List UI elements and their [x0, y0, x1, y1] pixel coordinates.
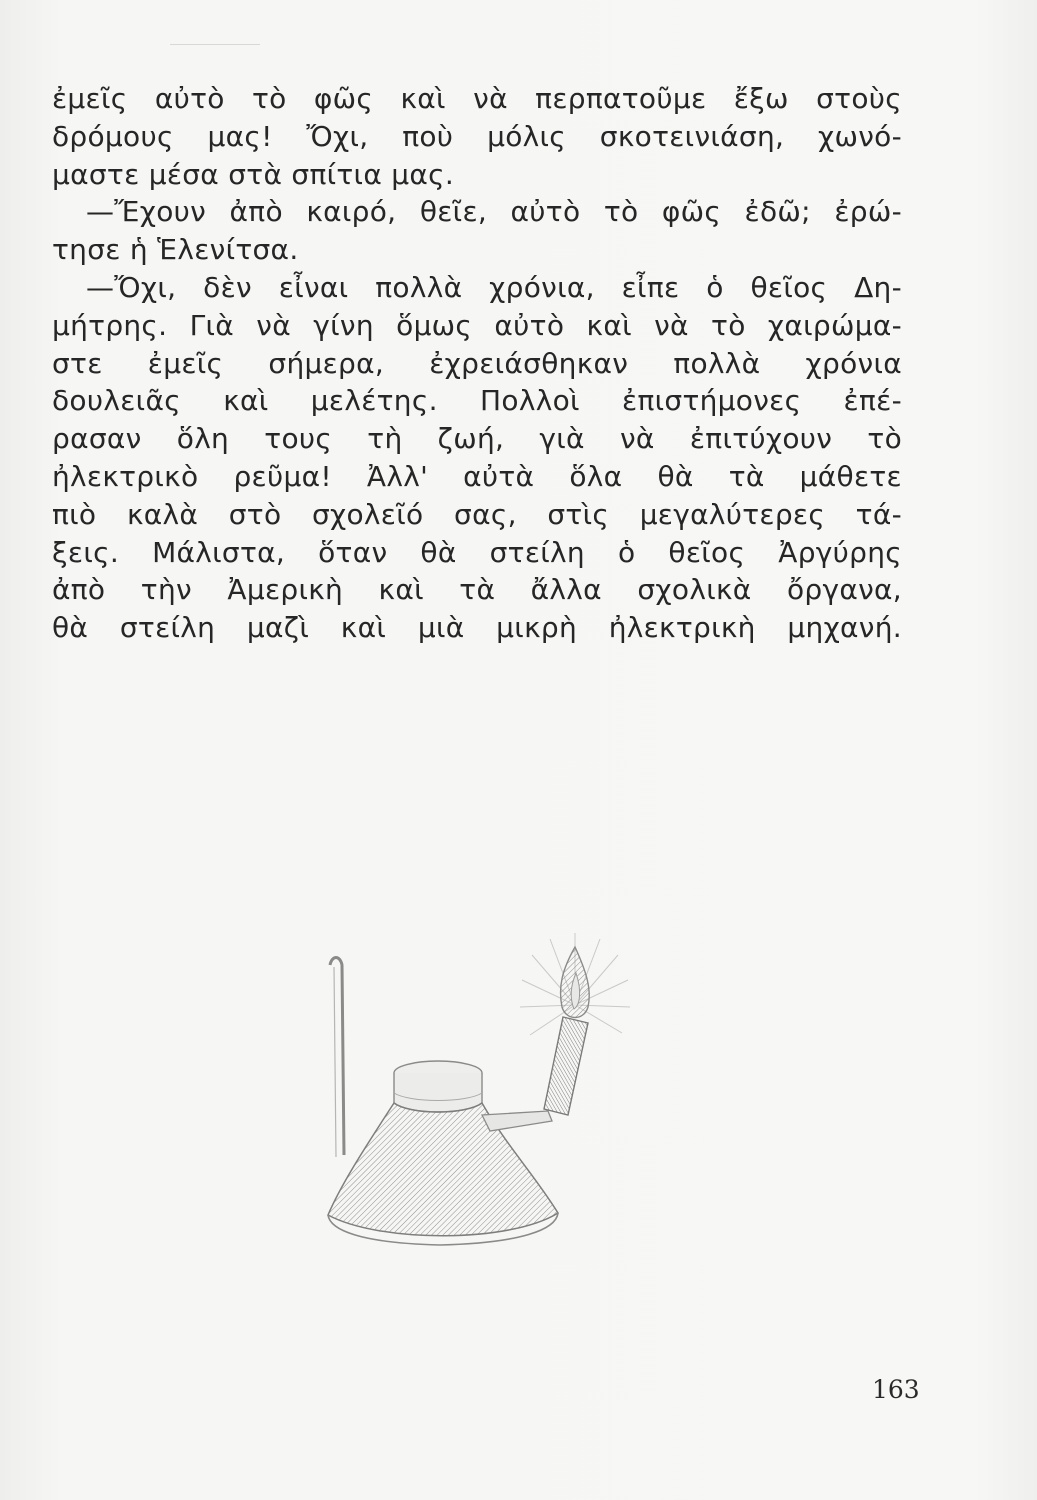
text-line-2: δρόμους μας! Ὄχι, ποὺ μόλις σκοτεινιάση, χωνό- [52, 119, 902, 153]
oil-lamp-icon [300, 925, 640, 1255]
text-line-14: ἀπὸ τὴν Ἀμερικὴ καὶ τὰ ἄλλα σχολικὰ ὄργανα, [52, 573, 902, 607]
text-line-12: πιὸ καλὰ στὸ σχολεῖό σας, στὶς μεγαλύτερες τά- [52, 497, 902, 531]
body-text [52, 80, 902, 647]
text-line-8: στε ἐμεῖς σήμερα, ἐχρειάσθηκαν πολλὰ χρόνια [52, 346, 902, 380]
text-line-15: θὰ στείλη μαζὶ καὶ μιὰ μικρὴ ἠλεκτρικὴ μηχανή. [52, 611, 902, 645]
text-line-5: τησε ἡ Ἑλενίτσα. [52, 233, 299, 267]
text-line-10: ρασαν ὅλη τους τὴ ζωή, γιὰ νὰ ἐπιτύχουν τὸ [52, 422, 902, 456]
text-line-7: μήτρης. Γιὰ νὰ γίνη ὅμως αὐτὸ καὶ νὰ τὸ χαιρώμα- [52, 308, 902, 342]
top-rule [170, 44, 260, 45]
text-line-13: ξεις. Μάλιστα, ὅταν θὰ στείλη ὁ θεῖος Ἀργύρης [52, 535, 902, 569]
text-line-6: —Ὄχι, δὲν εἶναι πολλὰ χρόνια, εἶπε ὁ θεῖος Δη- [86, 270, 902, 304]
page-number: 163 [872, 1375, 920, 1404]
text-line-4: —Ἔχουν ἀπὸ καιρό, θεῖε, αὐτὸ τὸ φῶς ἐδῶ; ἐρώ- [86, 195, 902, 229]
text-line-9: δουλειᾶς καὶ μελέτης. Πολλοὶ ἐπιστήμονες ἐπέ- [52, 384, 902, 418]
text-line-3: μαστε μέσα στὰ σπίτια μας. [52, 157, 455, 191]
text-line-1: ἐμεῖς αὐτὸ τὸ φῶς καὶ νὰ περπατοῦμε ἔξω στοὺς [52, 82, 902, 115]
text-line-11: ἠλεκτρικὸ ρεῦμα! Ἀλλ' αὐτὰ ὅλα θὰ τὰ μάθετε [52, 459, 902, 493]
